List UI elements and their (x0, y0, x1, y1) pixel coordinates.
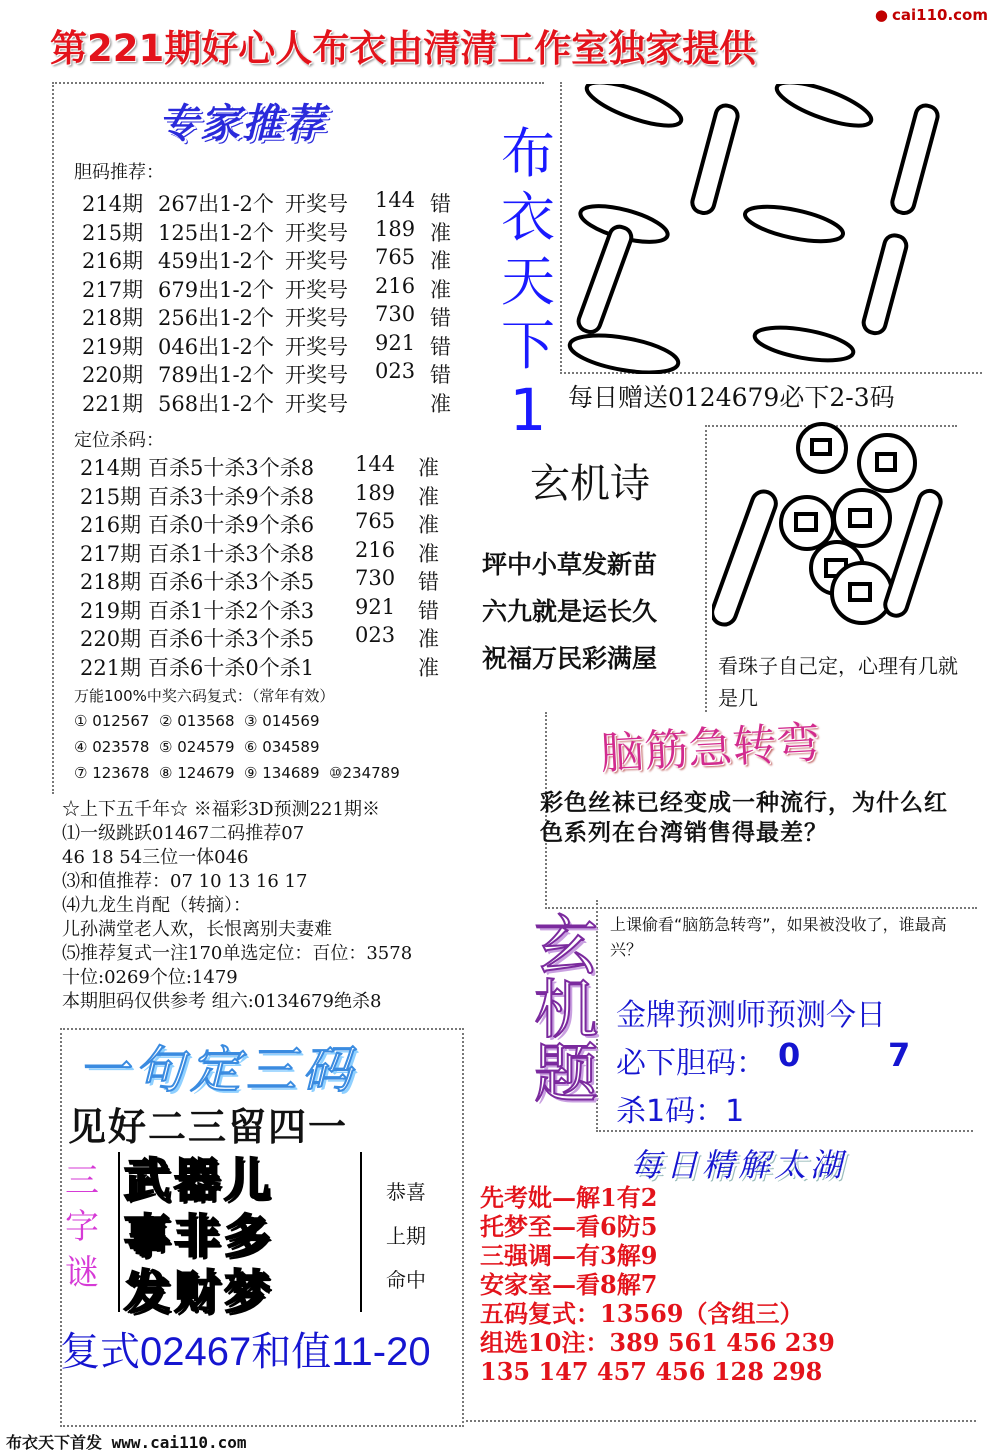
gold-dm-a: 0 (778, 1036, 801, 1074)
dm-cell: 错 (430, 192, 451, 216)
congrats-line: 恭喜 (386, 1180, 426, 1204)
dw-cell: 准 (418, 541, 439, 566)
buyi-char: 布 (501, 122, 555, 185)
dm-cell: 144 (375, 188, 416, 212)
riddle-block (124, 1152, 274, 1320)
number-23-image (564, 84, 964, 374)
dm-cell: 开奖号 (285, 192, 348, 216)
daily-title: 每日精解太湖 (630, 1146, 847, 1184)
footer-text: 布衣天下首发 www.cai110.com (6, 1433, 247, 1452)
daily-line: 135 147 457 456 128 298 (480, 1357, 823, 1386)
brain-question: 彩色丝袜已经变成一种流行，为什么红色系列在台湾销售得最差？ (540, 790, 948, 846)
congrats-line: 上期 (386, 1224, 426, 1248)
dm-cell: 218期 (82, 306, 144, 330)
dw-cell: 百杀6十杀0个杀1 (148, 655, 315, 680)
buyi-char: 衣 (501, 186, 555, 249)
dw-cell: 220期 (80, 627, 142, 651)
dm-cell: 921 (375, 330, 416, 355)
xjt-vertical (526, 910, 606, 1112)
szm-char: 谜 (65, 1253, 99, 1293)
dw-cell: 百杀3十杀9个杀8 (148, 484, 315, 509)
dw-cell: 216 (355, 537, 396, 562)
brain-title: 脑筋急转弯 (599, 717, 822, 780)
dw-cell: 准 (418, 484, 439, 509)
dm-cell: 568出1-2个 (158, 391, 274, 416)
dm-cell: 错 (430, 334, 451, 359)
dw-cell: 准 (418, 627, 439, 651)
daily-line: 先考妣—解1有2 (480, 1183, 658, 1212)
buyi-char: 天 (501, 250, 555, 313)
dm-cell: 开奖号 (285, 277, 348, 302)
dw-cell: 216期 (80, 513, 142, 537)
expert-heading: 专家推荐 (158, 101, 326, 147)
page-title: 第221期好心人布衣由清清工作室独家提供 (50, 27, 757, 70)
dm-cell: 220期 (82, 363, 144, 387)
congrats (376, 1170, 436, 1302)
dm-cell: 046出1-2个 (158, 334, 274, 359)
dw-cell: 错 (418, 570, 439, 594)
szm-char: 三 (65, 1161, 99, 1201)
dm-cell: 679出1-2个 (158, 277, 274, 302)
gold-title: 金牌预测师预测今日 (616, 998, 886, 1033)
poem-title: 玄机诗 (530, 461, 650, 507)
dw-cell: 百杀1十杀3个杀8 (148, 541, 315, 566)
bk-line: ⑸推荐复式一注170单选定位：百位：3578 (62, 943, 413, 964)
gold-dm-b: 7 (888, 1036, 911, 1074)
dm-cell: 023 (375, 359, 416, 383)
riddle-line: 事非多 (124, 1209, 274, 1263)
dm-label: 胆码推荐： (74, 162, 164, 183)
buyi-char: 下 (501, 314, 555, 377)
buyi-char: 1 (509, 376, 547, 444)
dm-cell: 730 (375, 302, 416, 326)
dw-cell: 730 (355, 566, 396, 590)
dm-cell: 开奖号 (285, 334, 348, 359)
bk-line: 46 18 54三位一体046 (62, 847, 249, 868)
free-code-text: 每日赠送0124679必下2-3码 (568, 383, 895, 412)
dw-cell: 144 (355, 452, 396, 476)
dw-label: 定位杀码： (74, 430, 164, 451)
szm-vertical (62, 1158, 102, 1296)
dm-cell: 开奖号 (285, 363, 348, 387)
coins-note: 看珠子自己定，心理有几就是几 (718, 654, 958, 710)
dw-cell: 214期 (80, 456, 142, 480)
dw-cell: 准 (418, 513, 439, 537)
site-url: cai110.com (892, 6, 988, 24)
gold-kill: 杀1码：1 (616, 1094, 745, 1129)
buyi-vertical (498, 122, 558, 442)
dm-cell: 错 (430, 363, 451, 387)
bk-line: 十位:0269个位:1479 (62, 967, 238, 988)
dm-cell: 错 (430, 306, 451, 330)
dm-cell: 214期 (82, 192, 144, 216)
dm-cell: 准 (430, 249, 451, 273)
dm-cell: 准 (430, 277, 451, 302)
fushi-line: 复式02467和值11-20 (60, 1330, 431, 1374)
dw-cell: 准 (418, 655, 439, 680)
dm-cell: 256出1-2个 (158, 306, 274, 330)
wn-line: ① 012567 ② 013568 ③ 014569 (74, 712, 320, 730)
daily-line: 安家室—看8解7 (480, 1270, 658, 1299)
dw-cell: 189 (355, 480, 396, 505)
dm-cell: 221期 (82, 391, 144, 416)
dm-cell: 267出1-2个 (158, 192, 274, 216)
wn-line: ④ 023578 ⑤ 024579 ⑥ 034589 (74, 738, 320, 756)
coins-image (712, 418, 952, 643)
dw-cell: 765 (355, 509, 396, 533)
daily-line: 组选10注：389 561 456 239 (480, 1328, 835, 1357)
dw-cell: 215期 (80, 484, 142, 509)
dm-cell: 189 (375, 216, 416, 241)
site-logo: ● cai110.com (874, 6, 988, 24)
dw-cell: 百杀1十杀2个杀3 (148, 598, 315, 623)
bk-line: ⑷九龙生肖配（转摘）： (62, 895, 251, 916)
dm-cell: 开奖号 (285, 220, 348, 245)
dw-cell: 错 (418, 598, 439, 623)
gold-dm-label: 必下胆码： (616, 1046, 766, 1081)
dw-cell: 百杀6十杀3个杀5 (148, 627, 315, 651)
wn-line: ⑦ 123678 ⑧ 124679 ⑨ 134689 ⑩234789 (74, 764, 400, 782)
dw-cell: 217期 (80, 541, 142, 566)
dw-cell: 218期 (80, 570, 142, 594)
dm-cell: 216期 (82, 249, 144, 273)
yjdsm-phrase: 见好二三留四一 (68, 1105, 349, 1149)
dm-cell: 215期 (82, 220, 144, 245)
bk-line: 本期胆码仅供参考 组六:0134679绝杀8 (62, 991, 382, 1012)
dm-cell: 765 (375, 245, 416, 269)
dm-cell: 789出1-2个 (158, 363, 274, 387)
bk-line: 儿孙满堂老人欢，长恨离别夫妻难 (62, 919, 332, 940)
poem-line: 六九就是运长久 (482, 597, 658, 626)
xjt-char: 机 (534, 974, 598, 1048)
xjt-char: 题 (534, 1038, 598, 1112)
bk-line: ☆上下五千年☆ ※福彩3D预测221期※ (62, 799, 380, 820)
xjt-text: 上课偷看“脑筋急转弯”，如果被没收了，谁最高兴？ (610, 915, 947, 959)
dw-cell: 219期 (80, 598, 142, 623)
daily-frame (466, 1180, 976, 1422)
poem-line: 祝福万民彩满屋 (482, 644, 658, 673)
wn-label: 万能100%中奖六码复式：（常年有效） (74, 687, 335, 705)
dm-cell: 216 (375, 273, 416, 298)
dm-cell: 准 (430, 391, 451, 416)
daily-line: 托梦至—看6防5 (480, 1212, 658, 1241)
congrats-line: 命中 (386, 1268, 426, 1292)
dw-cell: 准 (418, 456, 439, 480)
dw-cell: 023 (355, 623, 396, 647)
bk-line: ⑶和值推荐：07 10 13 16 17 (62, 871, 308, 892)
dw-cell: 百杀0十杀9个杀6 (148, 513, 315, 537)
dw-cell: 百杀5十杀3个杀8 (148, 456, 315, 480)
dm-cell: 开奖号 (285, 306, 348, 330)
dm-cell: 125出1-2个 (158, 220, 274, 245)
bk-block (62, 798, 412, 1014)
dw-cell: 百杀6十杀3个杀5 (148, 570, 315, 594)
riddle-line: 武器儿 (124, 1153, 274, 1207)
daily-line: 三强调—有3解9 (480, 1241, 658, 1270)
bk-line: ⑴一级跳跃01467二码推荐07 (62, 823, 305, 844)
dm-cell: 开奖号 (285, 391, 348, 416)
daily-line: 五码复式：13569（含组三） (480, 1299, 804, 1328)
dw-cell: 921 (355, 594, 396, 619)
dm-cell: 开奖号 (285, 249, 348, 273)
xjt-char: 玄 (534, 910, 598, 984)
dm-cell: 217期 (82, 277, 144, 302)
dw-cell: 221期 (80, 655, 142, 680)
szm-char: 字 (65, 1207, 99, 1247)
yjdsm-title: 一句定三码 (78, 1041, 358, 1099)
riddle-line: 发财梦 (124, 1265, 274, 1319)
poem-line: 坪中小草发新苗 (482, 550, 658, 579)
dm-cell: 准 (430, 220, 451, 245)
dm-cell: 219期 (82, 334, 144, 359)
dm-cell: 459出1-2个 (158, 249, 274, 273)
